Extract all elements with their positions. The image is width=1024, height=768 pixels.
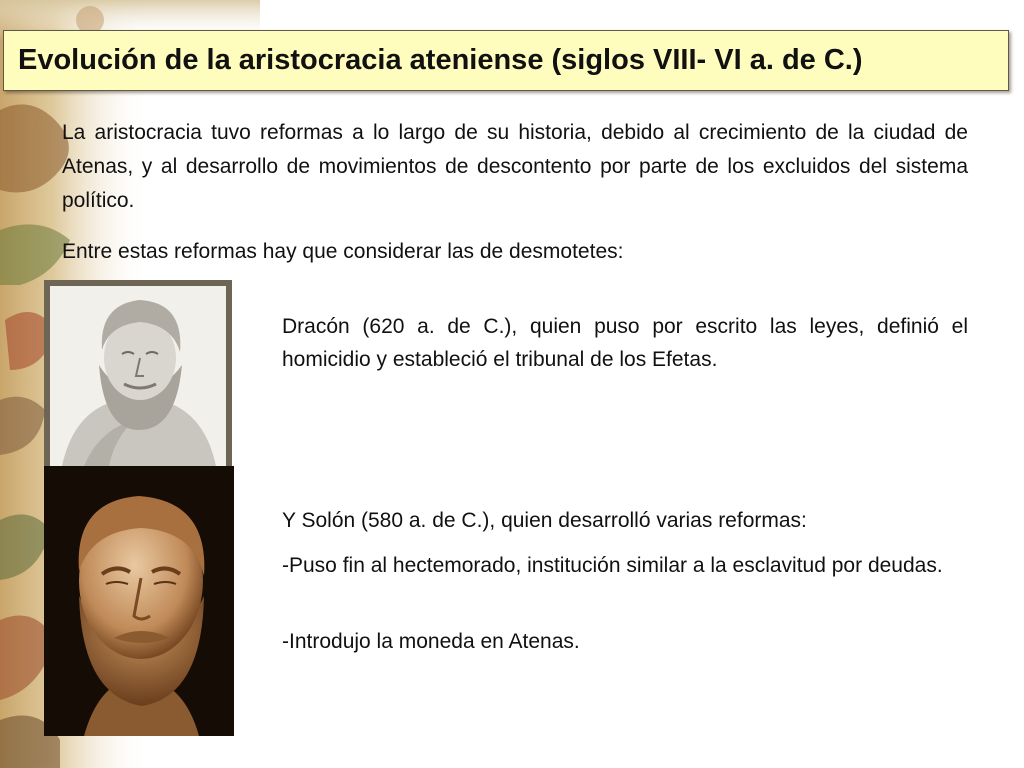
title-bar: [3, 30, 1009, 91]
lead-sentence: Entre estas reformas hay que considerar las de desmotetes:: [62, 240, 624, 263]
dracon-paragraph: Dracón (620 a. de C.), quien puso por escrito las leyes, definió el homicidio y estableció el tribunal de los Efetas.: [282, 315, 968, 371]
slide-title: Evolución de la aristocracia ateniense (siglos VIII- VI a. de C.): [18, 44, 863, 76]
solon-bust-image: [44, 466, 234, 736]
dracon-bust-image: [44, 280, 232, 466]
intro-paragraph: La aristocracia tuvo reformas a lo largo de su historia, debido al crecimiento de la ciudad de Atenas, y al desarrollo de movimientos de descontento por parte de los excluidos del sistema político.: [62, 121, 968, 212]
solon-intro: Y Solón (580 a. de C.), quien desarrolló varias reformas:: [282, 509, 807, 532]
solon-reform-1: -Puso fin al hectemorado, institución similar a la esclavitud por deudas.: [282, 554, 943, 577]
solon-reform-2: -Introdujo la moneda en Atenas.: [282, 630, 580, 653]
